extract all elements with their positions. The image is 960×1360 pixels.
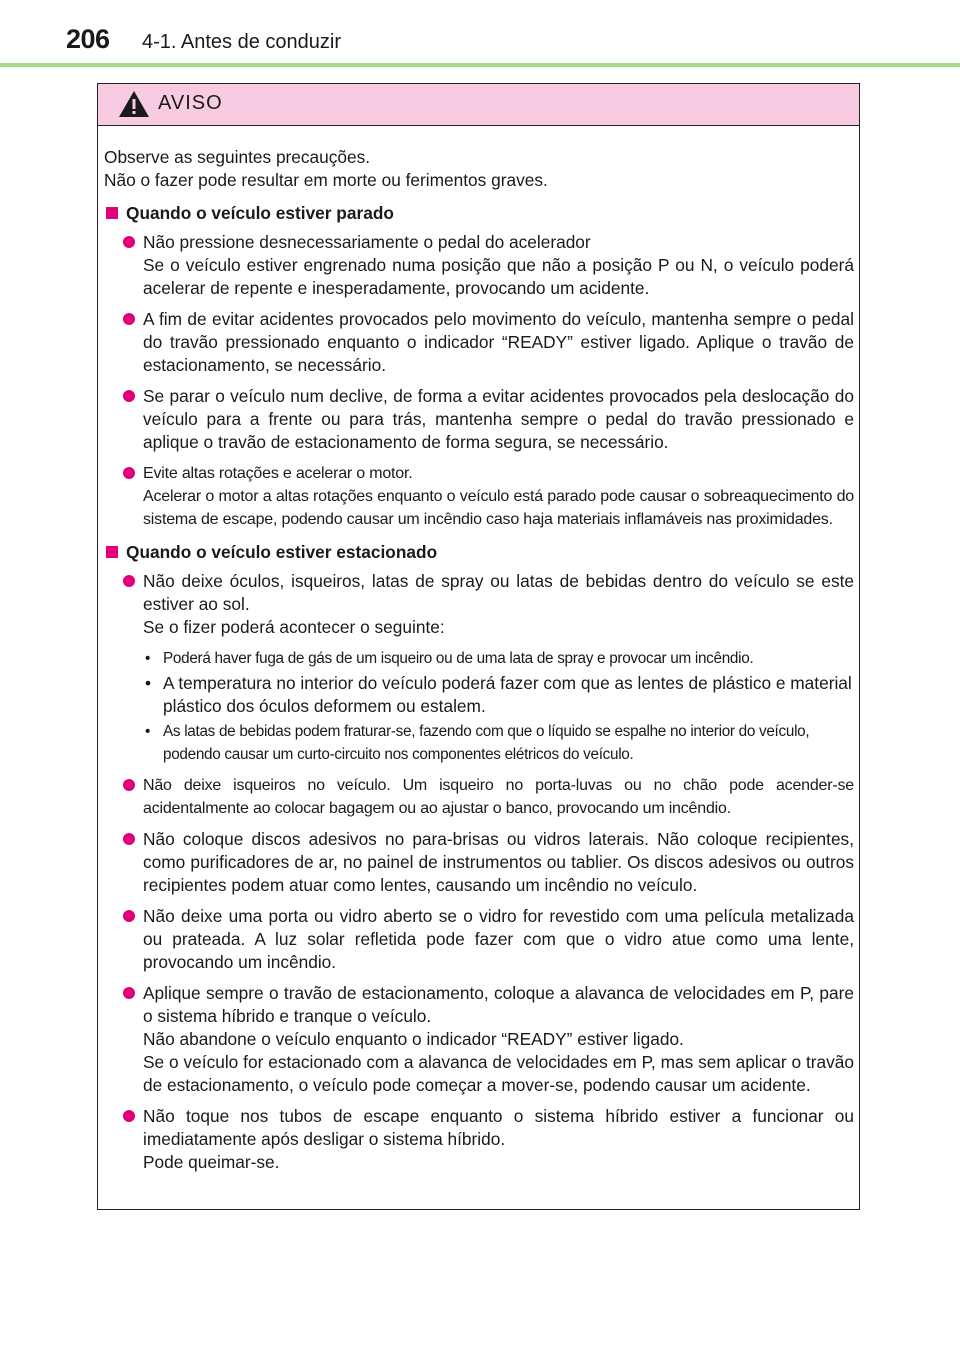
circle-bullet-icon xyxy=(123,236,135,248)
circle-bullet-icon xyxy=(123,779,135,791)
sub-list-item: • As latas de bebidas podem fraturar-se, fazendo com que o líquido se espalhe no interior do veículo, podendo causar um curto-circuito nos componentes elétricos do veículo. xyxy=(145,723,810,763)
circle-bullet-icon xyxy=(123,987,135,999)
list-item: Aplique sempre o travão de estacionamento, coloque a alavanca de velocidades em P, pare o sistema híbrido e tranque o veículo. Não abandone o veículo enquanto o indicador “READY” estiver ligado. Se o veículo for estacionado com a alavanca de velocidades em P, mas sem aplicar o travão de estacionamento, o veículo pode começar a mover-se, podendo causar um acidente. xyxy=(104,982,854,1097)
header-rule xyxy=(0,63,960,67)
intro-line: Não o fazer pode resultar em morte ou ferimentos graves. xyxy=(104,170,548,190)
circle-bullet-icon xyxy=(123,1110,135,1122)
page-header xyxy=(0,0,960,70)
warning-triangle-icon xyxy=(118,90,150,118)
sub-list xyxy=(143,647,854,766)
page-number: 206 xyxy=(66,24,110,54)
chapter-title: 4-1. Antes de conduzir xyxy=(142,31,342,53)
warning-title: AVISO xyxy=(158,92,223,114)
warning-content xyxy=(104,146,854,1182)
warning-box xyxy=(97,83,860,1210)
intro-line: Observe as seguintes precauções. xyxy=(104,147,371,167)
sub-list-item: • Poderá haver fuga de gás de um isqueiro ou de uma lata de spray e provocar um incêndio. xyxy=(145,650,754,667)
list-item: Não deixe uma porta ou vidro aberto se o vidro for revestido com uma película metalizada ou prateada. A luz solar refletida pode fazer com que o vidro atue como uma lente, provocando um incêndio. xyxy=(104,905,854,974)
circle-bullet-icon xyxy=(123,467,135,479)
circle-bullet-icon xyxy=(123,575,135,587)
warning-intro xyxy=(104,146,854,192)
list-item: A fim de evitar acidentes provocados pelo movimento do veículo, mantenha sempre o pedal do travão pressionado enquanto o indicador “READY” estiver ligado. Aplique o travão de estacionamento, se necessário. xyxy=(104,308,854,377)
list-item: Não pressione desnecessariamente o pedal do acelerador Se o veículo estiver engrenado numa posição que não a posição P ou N, o veículo poderá acelerar de repente e inesperadamente, provocando um acidente. xyxy=(104,231,854,300)
list-item: Não coloque discos adesivos no para-brisas ou vidros laterais. Não coloque recipientes, como purificadores de ar, no painel de instrumentos ou tablier. Os discos adesivos ou outros recipientes podem atuar como lentes, causando um incêndio no veículo. xyxy=(104,828,854,897)
list-item: Não deixe isqueiros no veículo. Um isqueiro no porta-luvas ou no chão pode acender-se acidentalmente ao colocar bagagem ou ao ajustar o banco, provocando um incêndio. xyxy=(104,774,854,820)
section-title-parked: Quando o veículo estiver parado xyxy=(104,202,854,225)
square-bullet-icon xyxy=(106,207,118,219)
warning-header xyxy=(98,84,859,126)
list-item: Não deixe óculos, isqueiros, latas de spray ou latas de bebidas dentro do veículo se este estiver ao sol. Se o fizer poderá acontecer o seguinte: • Poderá haver fuga de gás de um isqueiro ou de uma lata de spray e provocar um incêndio. • A temperatura no interior do veículo poderá fazer com que as lentes de plástico e material plástico dos óculos deformem ou estalem. • As latas de bebidas podem fraturar-se, fazendo com que o líquido se espalhe no interior do veículo, podendo causar um curto-circuito nos componentes elétricos do veículo. xyxy=(104,570,854,766)
sub-list-item: • A temperatura no interior do veículo poderá fazer com que as lentes de plástico e material plástico dos óculos deformem ou estalem. xyxy=(145,673,852,716)
list-item: Se parar o veículo num declive, de forma a evitar acidentes provocados pela deslocação do veículo para a frente ou para trás, mantenha sempre o pedal do travão pressionado e aplique o travão de estacionamento de forma segura, se necessário. xyxy=(104,385,854,454)
circle-bullet-icon xyxy=(123,910,135,922)
circle-bullet-icon xyxy=(123,313,135,325)
section-title-stationary: Quando o veículo estiver estacionado xyxy=(104,541,854,564)
list-item: Não toque nos tubos de escape enquanto o sistema híbrido estiver a funcionar ou imediatamente após desligar o sistema híbrido. Pode queimar-se. xyxy=(104,1105,854,1174)
square-bullet-icon xyxy=(106,546,118,558)
circle-bullet-icon xyxy=(123,390,135,402)
list-item: Evite altas rotações e acelerar o motor. Acelerar o motor a altas rotações enquanto o veículo está parado pode causar o sobreaquecimento do sistema de escape, podendo causar um incêndio caso haja materiais inflamáveis nas proximidades. xyxy=(104,462,854,531)
circle-bullet-icon xyxy=(123,833,135,845)
